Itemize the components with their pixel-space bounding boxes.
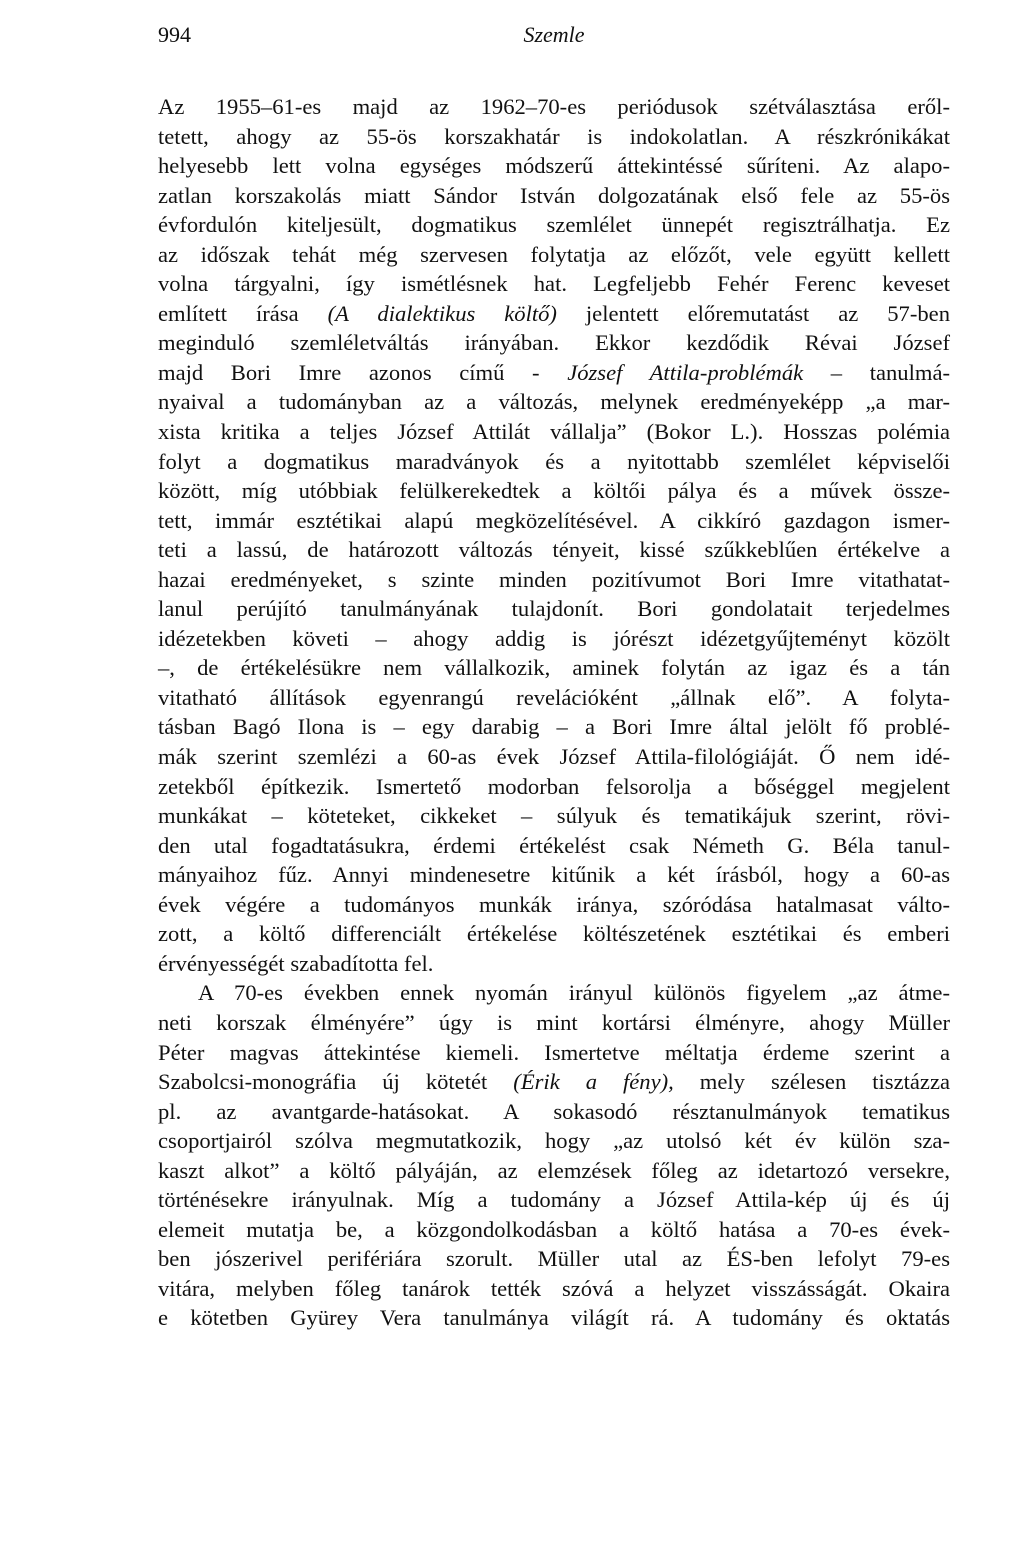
text-line: Az 1955–61-es majd az 1962–70-es periódusok szétválasztása eről- — [158, 94, 950, 119]
text-line: lanul perújító tanulmányának tulajdonít. Bori gondolatait terjedelmes — [158, 596, 950, 622]
italic-title: (A dialektikus költő) — [327, 300, 557, 326]
text-line: mák szerint szemlézi a 60-as évek József Attila-filológiáját. Ő nem idé- — [158, 744, 950, 770]
text-line: helyesebb lett volna egységes módszerű áttekintéssé sűríteni. Az alapo- — [158, 153, 950, 179]
page-number: 994 — [158, 22, 191, 47]
body-text — [158, 92, 950, 1333]
text-line: xista kritika a teljes József Attilát vállalja” (Bokor L.). Hosszas polémia — [158, 419, 950, 445]
text-line: hazai eredményeket, s szinte minden pozitívumot Bori Imre vitathatat- — [158, 566, 950, 592]
italic-title: József Attila-problémák — [567, 359, 804, 385]
text-line: e kötetben Gyürey Vera tanulmánya világít rá. A tudomány és oktatás — [158, 1305, 950, 1331]
text-line: A 70-es években ennek nyomán irányul különös figyelem „az átme- — [198, 980, 950, 1006]
text-line: zetekből építkezik. Ismertető modorban felsorolja a bőséggel megjelent — [158, 773, 950, 799]
text-line: zatlan korszakolás miatt Sándor István dolgozatának első fele az 55-ös — [158, 182, 950, 208]
text-line: volna tárgyalni, így ismétlésnek hat. Legfeljebb Fehér Ferenc keveset — [158, 271, 950, 297]
text-line: neti korszak élményére” úgy is mint kortársi élményre, ahogy Müller — [158, 1009, 950, 1035]
text-line: majd Bori Imre azonos című - József Attila-problémák – tanulmá- — [158, 359, 951, 385]
text-line: csoportjairól szólva megmutatkozik, hogy „az utolsó két év külön sza- — [158, 1128, 950, 1154]
text-line: kaszt alkot” a költő pályáján, az elemzések főleg az idetartozó versekre, — [158, 1157, 950, 1183]
running-head — [158, 18, 950, 52]
text-line: említett írása (A dialektikus költő) jelentett előremutatást az 57-ben — [158, 300, 950, 326]
text-line: munkákat – köteteket, cikkeket – súlyuk és tematikájuk szerint, rövi- — [158, 803, 950, 829]
text-line: elemeit mutatja be, a közgondolkodásban a költő hatása a 70-es évek- — [158, 1216, 950, 1242]
text-line: vitatható állítások egyenrangú revelációként „állnak elő”. A folyta- — [158, 684, 950, 710]
text-line: Péter magvas áttekintése kiemeli. Ismertetve méltatja érdeme szerint a — [158, 1039, 950, 1065]
italic-title: (Érik a fény), — [513, 1069, 674, 1095]
paragraph — [158, 978, 950, 1333]
text-line: az időszak tehát még szervesen folytatja az előzőt, vele együtt kellett — [158, 241, 950, 267]
text-line: –, de értékelésükre nem vállalkozik, aminek folytán az igaz és a tán — [158, 655, 950, 681]
text-line: évek végére a tudományos munkák iránya, szóródása hatalmasat válto- — [158, 891, 950, 917]
text-line: történésekre irányulnak. Míg a tudomány a József Attila-kép új és új — [158, 1187, 950, 1213]
text-line: tett, immár esztétikai alapú megközelítésével. A cikkíró gazdagon ismer- — [158, 507, 950, 533]
text-line: folyt a dogmatikus maradványok és a nyitottabb szemlélet képviselői — [158, 448, 950, 474]
text-line: évfordulón kiteljesült, dogmatikus szemlélet ünnepét regisztrálhatja. Ez — [158, 212, 950, 238]
text-line: idézetekben követi – ahogy addig is jórészt idézetgyűjteményt közölt — [158, 625, 950, 651]
text-line: meginduló szemléletváltás irányában. Ekkor kezdődik Révai József — [158, 330, 950, 356]
text-line: vitára, melyben főleg tanárok tették szóvá a helyzet visszásságát. Okaira — [158, 1275, 950, 1301]
text-line: érvényességét szabadította fel. — [158, 950, 434, 976]
text-line: Szabolcsi-monográfia új kötetét (Érik a fény), mely szélesen tisztázza — [158, 1069, 950, 1095]
section-title: Szemle — [523, 22, 585, 47]
text-line: zott, a költő differenciált értékelése költészetének esztétikai és emberi — [158, 921, 950, 947]
paragraph — [158, 92, 950, 978]
text-line: pl. az avantgarde-hatásokat. A sokasodó résztanulmányok tematikus — [158, 1098, 950, 1124]
text-line: tásban Bagó Ilona is – egy darabig – a Bori Imre által jelölt fő problé- — [158, 714, 950, 740]
text-line: ben jószerivel perifériára szorult. Müller utal az ÉS-ben lefolyt 79-es — [158, 1246, 950, 1272]
text-line: között, míg utóbbiak felülkerekedtek a költői pálya és a művek össze- — [158, 478, 950, 504]
text-line: mányaihoz fűz. Annyi mindenesetre kitűnik a két írásból, hogy a 60-as — [158, 862, 950, 888]
text-line: tetett, ahogy az 55-ös korszakhatár is indokolatlan. A részkrónikákat — [158, 123, 950, 149]
text-line: nyaival a tudományban az a változás, melynek eredményeképp „a mar- — [158, 389, 950, 415]
text-line: teti a lassú, de határozott változás tényeit, kissé szűkkeblűen értékelve a — [158, 537, 950, 563]
text-line: den utal fogadtatásukra, érdemi értékelést csak Németh G. Béla tanul- — [158, 832, 950, 858]
